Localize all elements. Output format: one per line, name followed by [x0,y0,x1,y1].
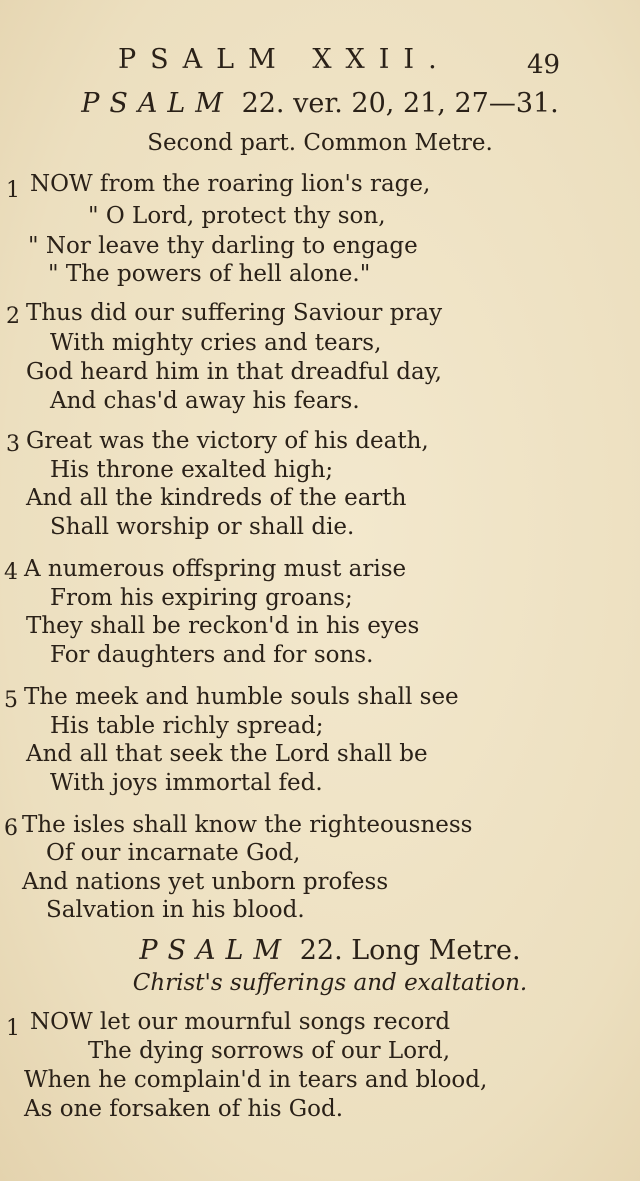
verse-line: His table richly spread; [50,713,324,739]
section2-title-psalm: PSALM [139,935,292,966]
section2-title-rest: 22. Long Metre. [299,935,521,966]
verse-line: And chas'd away his fears. [50,388,360,414]
verse-line: With joys immortal fed. [50,770,323,796]
section1-title-rest: 22. ver. 20, 21, 27—31. [241,88,559,119]
verse-line: And all that seek the Lord shall be [26,741,428,767]
verse-line: And all the kindreds of the earth [26,485,407,511]
running-head: PSALM XXII. [118,44,451,75]
stanza-number: 1 [6,1016,20,1041]
verse-line: As one forsaken of his God. [24,1096,344,1122]
verse-line: With mighty cries and tears, [50,330,382,356]
verse-line: A numerous offspring must arise [24,556,407,582]
verse-line: For daughters and for sons. [50,642,374,668]
verse-line: His throne exalted high; [50,457,334,483]
verse-line: " Nor leave thy darling to engage [28,233,418,259]
verse-line: " The powers of hell alone." [48,261,371,287]
section1-subtitle: Second part. Common Metre. [147,130,493,156]
verse-line: And nations yet unborn profess [22,869,389,895]
stanza-number: 1 [6,178,20,203]
stanza-number: 5 [4,688,18,713]
verse-line: NOW from the roaring lion's rage, [30,171,431,197]
verse-line: Shall worship or shall die. [50,514,355,540]
section1-title-psalm: PSALM [81,88,233,119]
stanza-number: 2 [6,304,20,329]
verse-line: Of our incarnate God, [46,840,301,866]
verse-line: When he complain'd in tears and blood, [24,1067,488,1093]
verse-line: " O Lord, protect thy son, [88,203,386,229]
verse-line: The meek and humble souls shall see [24,684,459,710]
section1-title [0,88,640,119]
section2-title [0,935,640,966]
section2-subtitle: Christ's sufferings and exaltation. [132,970,528,996]
stanza-number: 4 [4,560,18,585]
verse-line: The dying sorrows of our Lord, [88,1038,451,1064]
page-number: 49 [527,50,561,80]
verse-line: The isles shall know the righteousness [22,812,473,838]
verse-line: Salvation in his blood. [46,897,305,923]
verse-line: God heard him in that dreadful day, [26,359,442,385]
stanza-number: 3 [6,432,20,457]
verse-line: NOW let our mournful songs record [30,1009,451,1035]
verse-line: Thus did our suffering Saviour pray [26,300,443,326]
verse-line: Great was the victory of his death, [26,428,429,454]
verse-line: They shall be reckon'd in his eyes [26,613,420,639]
stanza-number: 6 [4,816,18,841]
verse-line: From his expiring groans; [50,585,353,611]
